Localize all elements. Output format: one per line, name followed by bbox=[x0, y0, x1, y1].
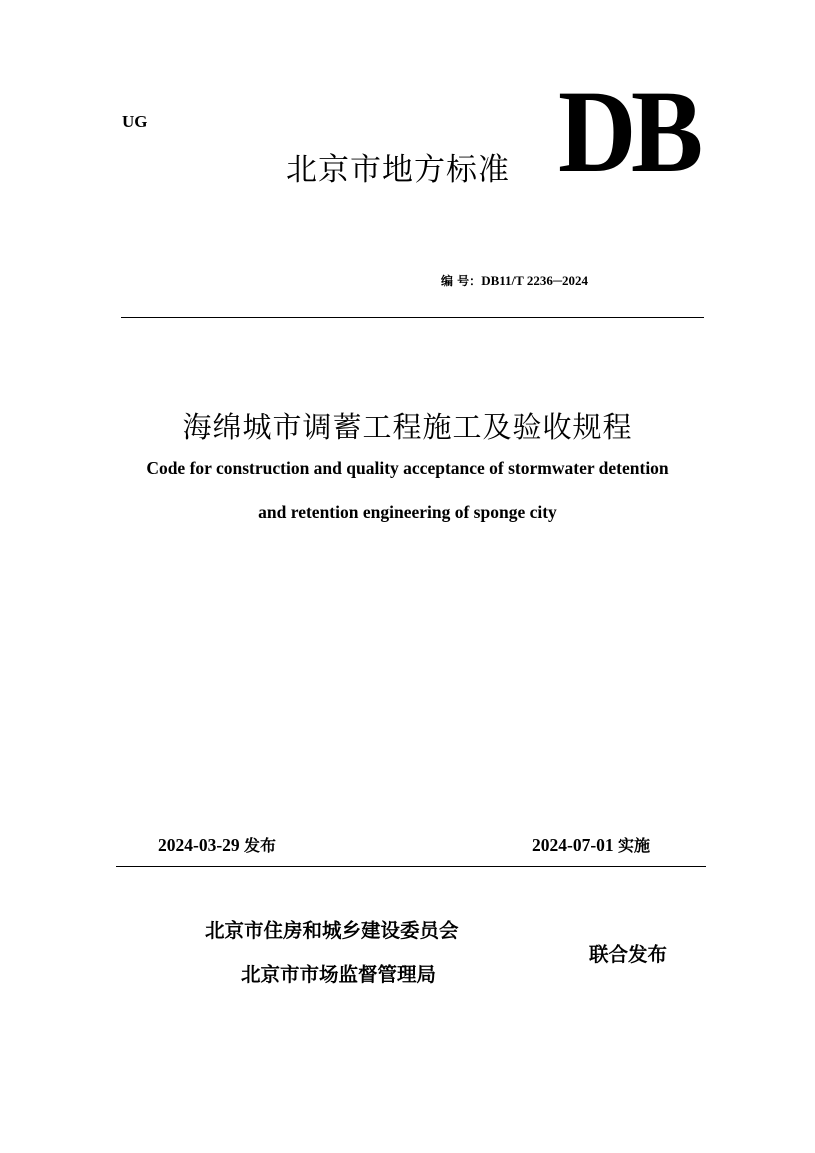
publisher-2: 北京市市场监督管理局 bbox=[241, 963, 437, 986]
bottom-divider bbox=[116, 866, 706, 867]
top-divider bbox=[121, 317, 704, 318]
category-code: UG bbox=[122, 112, 148, 131]
joint-issue-label: 联合发布 bbox=[589, 943, 668, 966]
standard-type-title: 北京市地方标准 bbox=[286, 152, 510, 188]
implementation-date-label: 实施 bbox=[618, 836, 651, 855]
publisher-1: 北京市住房和城乡建设委员会 bbox=[205, 919, 459, 942]
issue-date bbox=[158, 833, 276, 856]
document-title-en-line2: and retention engineering of sponge city bbox=[258, 502, 557, 522]
document-title-en-line1: Code for construction and quality acceptance of stormwater detention bbox=[146, 458, 669, 478]
implementation-date-value: 2024-07-01 bbox=[532, 835, 614, 855]
standard-number-label: 编 号： bbox=[441, 274, 482, 288]
issue-date-label: 发布 bbox=[244, 836, 277, 855]
implementation-date bbox=[532, 833, 650, 856]
db-logo: DB bbox=[558, 66, 698, 197]
standard-number bbox=[441, 272, 588, 289]
issue-date-value: 2024-03-29 bbox=[158, 835, 240, 855]
standard-number-value: DB11/T 2236─2024 bbox=[481, 273, 589, 288]
document-title-zh: 海绵城市调蓄工程施工及验收规程 bbox=[182, 410, 633, 444]
